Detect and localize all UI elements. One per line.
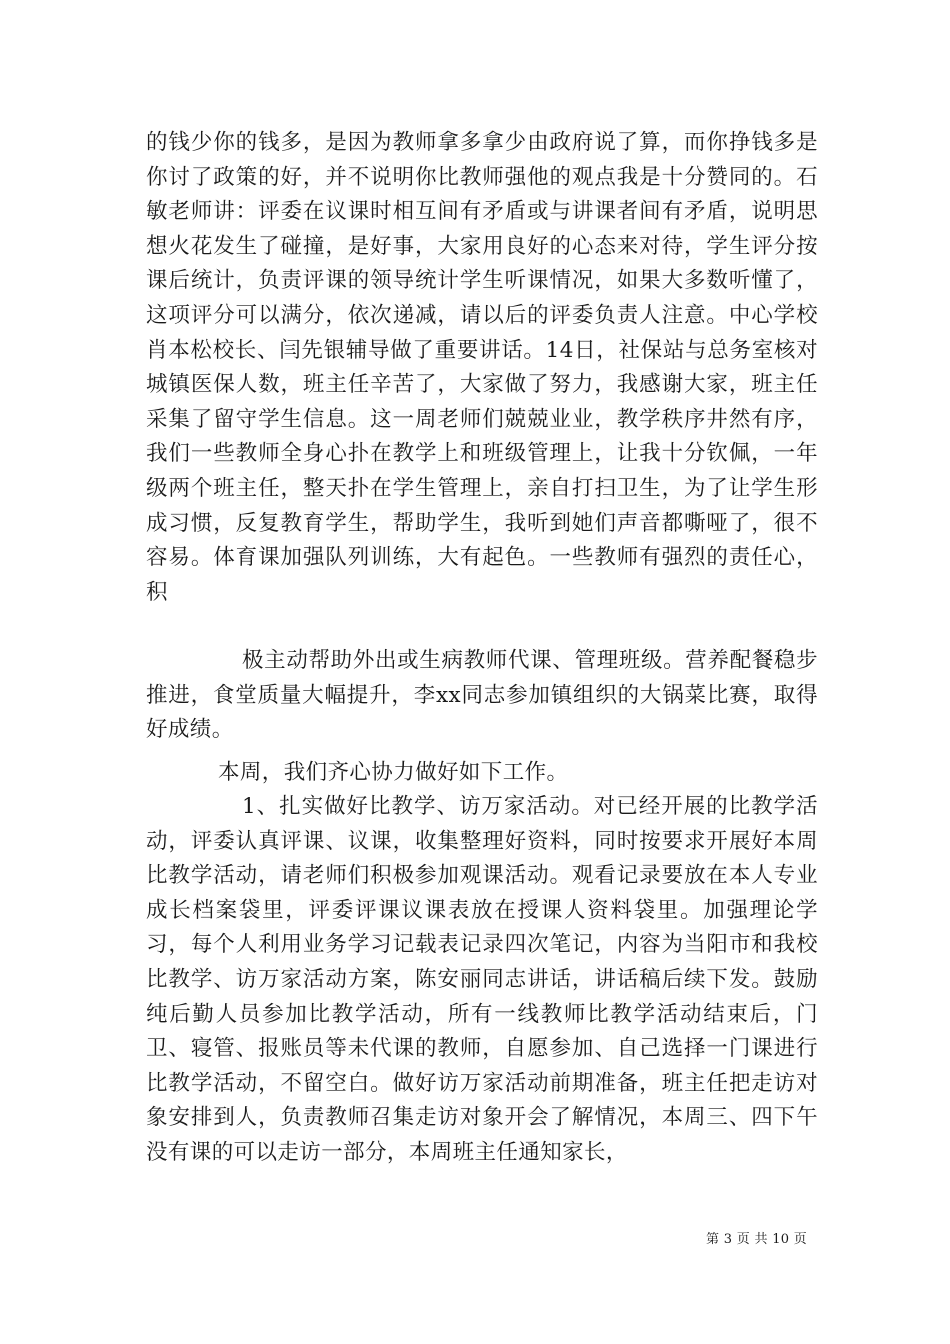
body-paragraph-3: 本周，我们齐心协力做好如下工作。 — [218, 760, 569, 785]
body-paragraph-1: 的钱少你的钱多，是因为教师拿多拿少由政府说了算，而你挣钱多是你讨了政策的好，并不说明你比教师强他的观点我是十分赞同的。石敏老师讲：评委在议课时相互间有矛盾或与讲课者间有矛盾，说明思想火花发生了碰撞，是好事，大家用良好的心态来对待，学生评分按课后统计，负责评课的领导统计学生听课情况，如果大多数听懂了，这项评分可以满分，依次递减，请以后的评委负责人注意。中心学校肖本松校长、闫先银辅导做了重要讲话。14日，社保站与总务室核对城镇医保人数，班主任辛苦了，大家做了努力，我感谢大家，班主任采集了留守学生信息。这一周老师们兢兢业业，教学秩序井然有序，我们一些教师全身心扑在教学上和班级管理上，让我十分钦佩，一年级两个班主任，整天扑在学生管理上，亲自打扫卫生，为了让学生形成习惯，反复教育学生，帮助学生，我听到她们声音都嘶哑了，很不容易。体育课加强队列训练，大有起色。一些教师有强烈的责任心，积 — [146, 130, 818, 605]
page-number-footer: 第 3 页 共 10 页 — [706, 1232, 808, 1247]
body-paragraph-2: 极主动帮助外出或生病教师代课、管理班级。营养配餐稳步推进，食堂质量大幅提升，李xx同志参加镇组织的大锅菜比赛，取得好成绩。 — [146, 648, 818, 743]
body-paragraph-4: 1、扎实做好比教学、访万家活动。对已经开展的比教学活动，评委认真评课、议课，收集整理好资料，同时按要求开展好本周比教学活动，请老师们积极参加观课活动。观看记录要放在本人专业成长档案袋里，评委评课议课表放在授课人资料袋里。加强理论学习，每个人利用业务学习记载表记录四次笔记，内容为当阳市和我校比教学、访万家活动方案，陈安丽同志讲话，讲话稿后续下发。鼓励纯后勤人员参加比教学活动，所有一线教师比教学活动结束后，门卫、寝管、报账员等未代课的教师，自愿参加、自己选择一门课进行比教学活动，不留空白。做好访万家活动前期准备，班主任把走访对象安排到人，负责教师召集走访对象开会了解情况，本周三、四下午没有课的可以走访一部分，本周班主任通知家长， — [146, 794, 818, 1165]
